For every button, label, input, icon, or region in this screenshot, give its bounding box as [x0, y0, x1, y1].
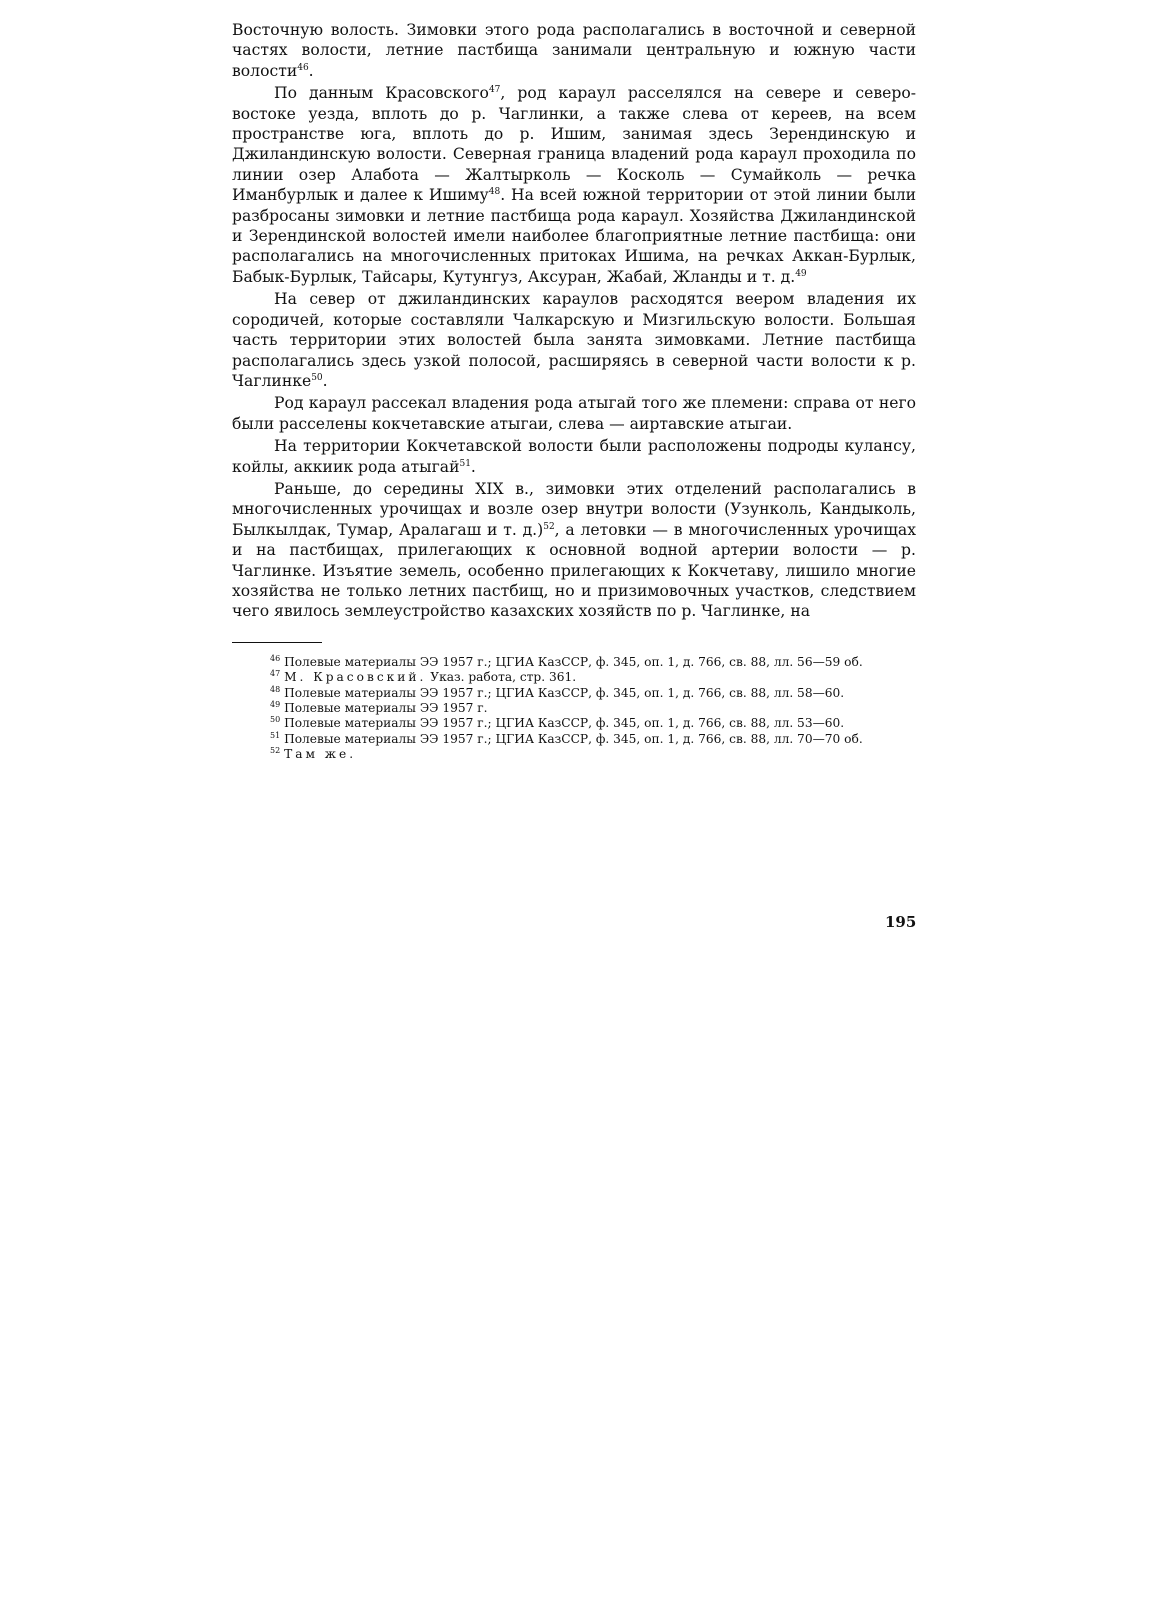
footnotes — [232, 655, 916, 763]
footnote-49: $^{49}$ Полевые материалы ЭЭ 1957 г. — [270, 700, 488, 715]
page-body — [232, 20, 916, 763]
footnote-52: $^{52}$ Там же. — [270, 746, 357, 762]
footnote-ref-51[interactable]: 51 — [459, 458, 471, 469]
footnote-48: $^{48}$ Полевые материалы ЭЭ 1957 г.; ЦГИА КазССР, ф. 345, оп. 1, д. 766, св. 88, лл. 58—60. — [270, 684, 845, 700]
footnote-50: $^{50}$ Полевые материалы ЭЭ 1957 г.; ЦГИА КазССР, ф. 345, оп. 1, д. 766, св. 88, лл. 53—60. — [270, 715, 845, 731]
footnote-ref-46[interactable]: 46 — [297, 62, 309, 73]
footnote-ref-49[interactable]: 49 — [795, 268, 807, 279]
paragraph-6: Раньше, до середины XIX в., зимовки этих отделений располагались в многочисленных урочищах и возле озер внутри волости (Узунколь, Кандыколь, Былкылдак, Тумар, Аралагаш и т. д.)$^{52}$, а летовки — в многочисленных урочищах и на пастбищах, прилегающих к основной водной артерии волости — р. Чаглинке. Изъятие земель, особенно прилегающих к Кокчетаву, лишило многие хозяйства не только летних пастбищ, но и призимовочных участков, следствием чего явилось землеустройство казахских хозяйств по р. Чаглинке, на — [232, 479, 916, 621]
footnote-divider — [232, 642, 322, 643]
footnote-51: $^{51}$ Полевые материалы ЭЭ 1957 г.; ЦГИА КазССР, ф. 345, оп. 1, д. 766, св. 88, лл. 70—70 об. — [270, 730, 863, 746]
footnote-ref-47[interactable]: 47 — [488, 85, 501, 96]
page-number: 195 — [885, 913, 917, 931]
footnote-ref-50[interactable]: 50 — [311, 372, 323, 383]
footnote-ref-48[interactable]: 48 — [488, 187, 501, 198]
footnote-47: $^{47}$ М. Красовский. Указ. работа, стр. 361. — [270, 669, 577, 685]
paragraph-4: Род караул рассекал владения рода атыгай того же племени: справа от него были расселены кокчетавские атыгаи, слева — аиртавские атыгаи. — [232, 394, 916, 433]
paragraph-3: На север от джиландинских караулов расходятся веером владения их сородичей, которые составляли Чалкарскую и Мизгильскую волости. Большая часть территории этих волостей была занята зимовками. Летние пастбища располагались здесь узкой полосой, расширяясь в северной части волости к р. Чаглинке$^{50}$. — [232, 290, 916, 390]
paragraph-1: Восточную волость. Зимовки этого рода располагались в восточной и северной частях волости, летние пастбища занимали центральную и южную части волости$^{46}$. — [232, 21, 916, 80]
footnote-ref-52[interactable]: 52 — [543, 521, 555, 532]
paragraph-2: По данным Красовского$^{47}$, род караул расселялся на севере и северо-востоке уезда, вплоть до р. Чаглинки, а также слева от кереев, на всем пространстве юга, вплоть до р. Ишим, занимая здесь Зерендинскую и Джиландинскую волости. Северная граница владений рода караул проходила по линии озер Алабота — Жалтырколь — Косколь — Сумайколь — речка Иманбурлык и далее к Ишиму$^{48}$. На всей южной территории от этой линии были разбросаны зимовки и летние пастбища рода караул. Хозяйства Джиландинской и Зерендинской волостей имели наиболее благоприятные летние пастбища: они располагались на многочисленных притоках Ишима, на речках Аккан-Бурлык, Бабык-Бурлык, Тайсары, Кутунгуз, Аксуран, Жабай, Жланды и т. д.$^{49}$ — [232, 84, 916, 286]
paragraph-5: На территории Кокчетавской волости были расположены подроды кулансу, койлы, аккиик рода атыгай$^{51}$. — [232, 437, 916, 476]
footnote-46: $^{46}$ Полевые материалы ЭЭ 1957 г.; ЦГИА КазССР, ф. 345, оп. 1, д. 766, св. 88, лл. 56—59 об. — [270, 653, 863, 669]
